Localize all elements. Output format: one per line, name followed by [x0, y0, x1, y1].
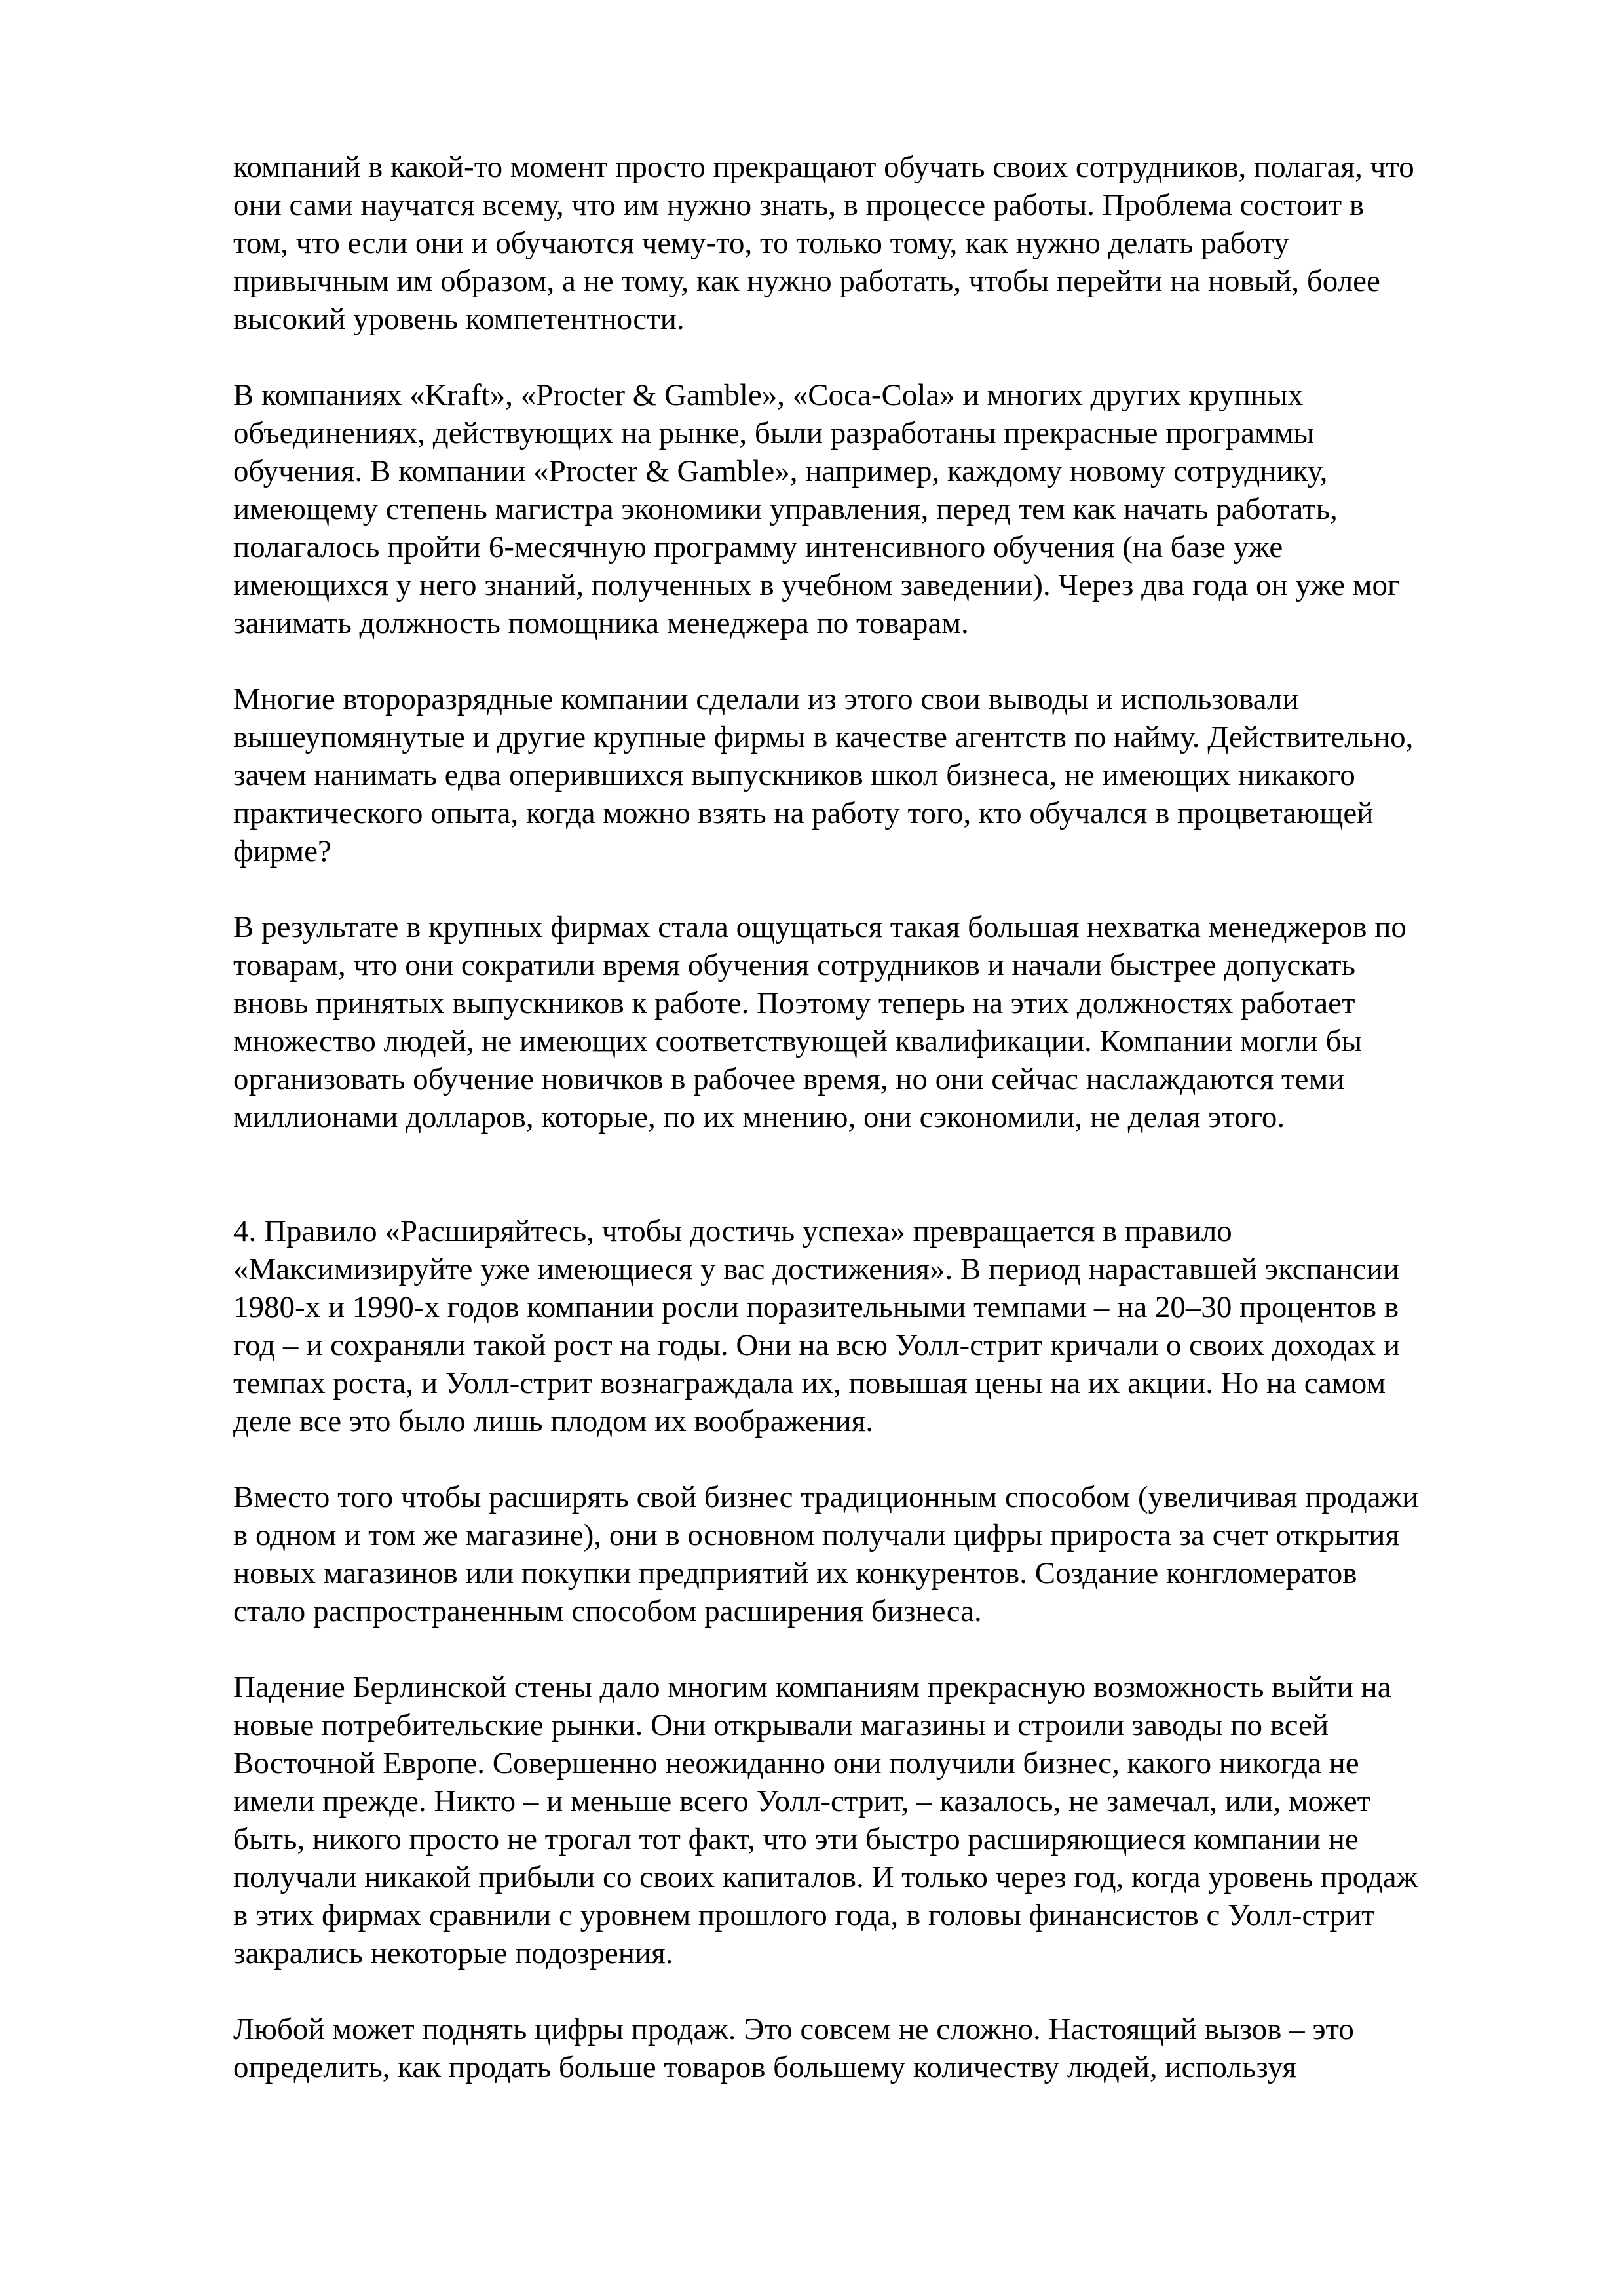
text-line: компаний в какой-то момент просто прекращают обучать своих сотрудников, полагая, что: [233, 150, 1414, 184]
text-line: Падение Берлинской стены дало многим компаниям прекрасную возможность выйти на: [233, 1670, 1391, 1704]
paragraph-training-stops: [233, 148, 1537, 338]
text-line: привычным им образом, а не тому, как нужно работать, чтобы перейти на новый, более: [233, 264, 1380, 298]
text-line: фирме?: [233, 834, 331, 868]
text-line: «Максимизируйте уже имеющиеся у вас достижения». В период нараставшей экспансии: [233, 1252, 1399, 1286]
text-line: практического опыта, когда можно взять на работу того, кто обучался в процветающей: [233, 796, 1374, 830]
text-line: новых магазинов или покупки предприятий их конкурентов. Создание конгломератов: [233, 1556, 1357, 1590]
text-line: 4. Правило «Расширяйтесь, чтобы достичь успеха» превращается в правило: [233, 1214, 1232, 1248]
text-line: В компаниях «Kraft», «Procter & Gamble», «Coca-Cola» и многих других крупных: [233, 378, 1304, 412]
text-line: деле все это было лишь плодом их воображения.: [233, 1404, 874, 1438]
paragraph-berlin-wall: [233, 1668, 1537, 1972]
paragraph-training-programs: [233, 376, 1537, 642]
text-line: быть, никого просто не трогал тот факт, что эти быстро расширяющиеся компании не: [233, 1822, 1359, 1856]
text-line: стало распространенным способом расширения бизнеса.: [233, 1594, 982, 1628]
text-line: Вместо того чтобы расширять свой бизнес традиционным способом (увеличивая продажи: [233, 1480, 1419, 1514]
text-line: темпах роста, и Уолл-стрит вознаграждала их, повышая цены на их акции. Но на самом: [233, 1366, 1386, 1400]
text-line: товарам, что они сократили время обучения сотрудников и начали быстрее допускать: [233, 948, 1355, 982]
text-line: новые потребительские рынки. Они открывали магазины и строили заводы по всей: [233, 1708, 1329, 1742]
text-line: обучения. В компании «Procter & Gamble», например, каждому новому сотруднику,: [233, 454, 1328, 488]
text-line: Любой может поднять цифры продаж. Это совсем не сложно. Настоящий вызов – это: [233, 2012, 1354, 2046]
text-line: Восточной Европе. Совершенно неожиданно они получили бизнес, какого никогда не: [233, 1746, 1359, 1780]
text-line: имеющихся у него знаний, полученных в учебном заведении). Через два года он уже мог: [233, 568, 1401, 602]
paragraph-rule-4: [233, 1212, 1537, 1440]
paragraph-expansion-methods: [233, 1478, 1537, 1630]
text-line: определить, как продать больше товаров большему количеству людей, используя: [233, 2050, 1296, 2084]
text-line: зачем нанимать едва оперившихся выпускников школ бизнеса, не имеющих никакого: [233, 758, 1355, 792]
text-line: имеющему степень магистра экономики управления, перед тем как начать работать,: [233, 492, 1338, 526]
text-line: объединениях, действующих на рынке, были разработаны прекрасные программы: [233, 416, 1315, 450]
text-line: миллионами долларов, которые, по их мнению, они сэкономили, не делая этого.: [233, 1100, 1285, 1134]
text-line: закрались некоторые подозрения.: [233, 1936, 673, 1970]
text-line: В результате в крупных фирмах стала ощущаться такая большая нехватка менеджеров по: [233, 910, 1407, 944]
text-line: том, что если они и обучаются чему-то, то только тому, как нужно делать работу: [233, 226, 1289, 260]
text-line: они сами научатся всему, что им нужно знать, в процессе работы. Проблема состоит в: [233, 188, 1365, 222]
text-line: вышеупомянутые и другие крупные фирмы в качестве агентств по найму. Действительно,: [233, 720, 1414, 754]
text-line: получали никакой прибыли со своих капиталов. И только через год, когда уровень продаж: [233, 1860, 1418, 1894]
text-line: множество людей, не имеющих соответствующей квалификации. Компании могли бы: [233, 1024, 1363, 1058]
document-body: [233, 148, 1537, 2124]
text-line: в этих фирмах сравнили с уровнем прошлого года, в головы финансистов с Уолл-стрит: [233, 1898, 1375, 1932]
text-line: в одном и том же магазине), они в основном получали цифры прироста за счет открытия: [233, 1518, 1399, 1552]
text-line: вновь принятых выпускников к работе. Поэтому теперь на этих должностях работает: [233, 986, 1355, 1020]
text-line: 1980-х и 1990-х годов компании росли поразительными темпами – на 20–30 процентов в: [233, 1290, 1399, 1324]
text-line: год – и сохраняли такой рост на годы. Они на всю Уолл-стрит кричали о своих доходах и: [233, 1328, 1401, 1362]
paragraph-second-rate-companies: [233, 680, 1537, 870]
paragraph-sales-challenge: [233, 2010, 1537, 2086]
text-line: имели прежде. Никто – и меньше всего Уолл-стрит, – казалось, не замечал, или, может: [233, 1784, 1371, 1818]
text-line: полагалось пройти 6-месячную программу интенсивного обучения (на базе уже: [233, 530, 1283, 564]
text-line: Многие второразрядные компании сделали из этого свои выводы и использовали: [233, 682, 1299, 716]
paragraph-manager-shortage: [233, 908, 1537, 1136]
text-line: занимать должность помощника менеджера по товарам.: [233, 606, 969, 640]
text-line: организовать обучение новичков в рабочее время, но они сейчас наслаждаются теми: [233, 1062, 1345, 1096]
text-line: высокий уровень компетентности.: [233, 302, 685, 336]
